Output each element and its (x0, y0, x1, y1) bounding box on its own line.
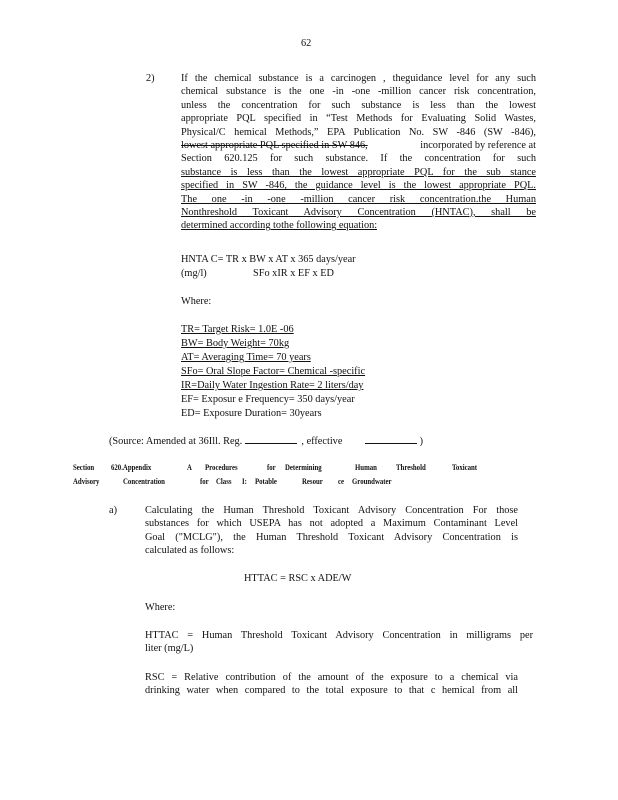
page-number: 62 (301, 38, 312, 49)
definition-line: drinking water when compared to the total exposure to that c hemical from all (145, 685, 518, 697)
rsc-definition (145, 671, 518, 698)
paragraph-text: incorporated by reference at (420, 139, 536, 151)
source-close: ) (419, 436, 423, 447)
paragraph-line: Goal ("MCLG"), the Human Threshold Toxicant Advisory Concentration is (145, 531, 518, 543)
effective-blank (365, 434, 417, 444)
definition-item: SFo= Oral Slope Factor= Chemical -specific (181, 366, 366, 377)
paragraph-line: substances for which USEPA has not adopted a Maximum Contaminant Level (145, 518, 518, 530)
definition-item: TR= Target Risk= 1.0E -06 (181, 324, 294, 335)
hntac-equation: HNTA C= TR x BW x AT x 365 days/year (181, 254, 356, 265)
heading-word: Concentration (123, 477, 165, 486)
hntac-units: (mg/l) (181, 268, 207, 279)
reg-blank (245, 434, 297, 444)
source-text: (Source: Amended at 36Ill. Reg. (109, 436, 243, 447)
paragraph-line: unless the concentration for such substance is less than the lowest (181, 99, 536, 111)
item-a-paragraph (145, 504, 518, 558)
definition-line: HTTAC = Human Threshold Toxicant Advisory Concentration in milligrams per (145, 630, 533, 641)
heading-word: Groundwater (352, 477, 392, 486)
definition-item: EF= Exposur e Frequency= 350 days/year (181, 394, 355, 405)
section-heading (73, 463, 533, 493)
heading-word: A (187, 463, 192, 472)
inserted-line: specified in SW -846, the guidance level is the lowest appropriate PQL. (181, 180, 536, 192)
definition-line: RSC = Relative contribution of the amount of the exposure to a chemical via (145, 672, 518, 683)
heading-word: Resour (302, 477, 323, 486)
paragraph-line: If the chemical substance is a carcinogen , theguidance level for any such (181, 73, 536, 84)
hntac-denominator: SFo xIR x EF x ED (253, 268, 334, 279)
heading-word: Advisory (73, 477, 100, 486)
inserted-line: Nonthreshold Toxicant Advisory Concentration (HNTAC), shall be (181, 206, 536, 218)
where-label: Where: (181, 296, 212, 307)
source-note (109, 434, 423, 448)
struck-text: lowest appropriate PQL specified in SW 846, (181, 139, 368, 151)
inserted-line: determined according tothe following equation: (181, 220, 378, 232)
definitions-list (181, 323, 365, 421)
heading-word: 620.Appendix (111, 463, 152, 472)
httac-equation: HTTAC = RSC x ADE/W (244, 573, 352, 584)
inserted-line: The one -in -one -million cancer risk concentration.the Human (181, 193, 536, 205)
paragraph-line: calculated as follows: (145, 545, 235, 557)
item-2-paragraph (181, 72, 536, 237)
definition-item: ED= Exposure Duration= 30years (181, 408, 322, 419)
inserted-line: substance is less than the lowest appropriate PQL for the sub stance (181, 166, 536, 178)
heading-word: Toxicant (452, 463, 478, 472)
definition-item: AT= Averaging Time= 70 years (181, 352, 311, 363)
heading-word: Human (355, 463, 377, 472)
heading-word: Potable (255, 477, 277, 486)
paragraph-line: Physical/C hemical Methods,” EPA Publication No. SW -846 (SW -846), (181, 126, 536, 138)
heading-word: Threshold (396, 463, 426, 472)
definition-line: liter (mg/L) (145, 643, 194, 655)
heading-word: Class (216, 477, 232, 486)
paragraph-line: appropriate PQL specified in “Test Methods for Evaluating Solid Wastes, (181, 113, 536, 125)
heading-word: I: (242, 477, 247, 486)
httac-definition (145, 629, 533, 656)
paragraph-line: Section 620.125 for such substance. If the concentration for such (181, 153, 536, 165)
source-effective: , effective (301, 436, 343, 447)
definition-item: IR=Daily Water Ingestion Rate= 2 liters/day (181, 380, 364, 391)
item-2-marker: 2) (146, 73, 155, 84)
heading-word: Section (73, 463, 95, 472)
heading-word: for (200, 477, 209, 486)
heading-word: Procedures (205, 463, 238, 472)
item-a-marker: a) (109, 505, 117, 516)
where-label: Where: (145, 602, 176, 613)
heading-word: for (267, 463, 276, 472)
paragraph-line-struck (181, 139, 536, 152)
heading-word: Determining (285, 463, 322, 472)
heading-word: ce (338, 477, 345, 486)
paragraph-line: chemical substance is the one -in -one -million cancer risk concentration, (181, 86, 536, 98)
definition-item: BW= Body Weight= 70kg (181, 338, 290, 349)
paragraph-line: Calculating the Human Threshold Toxicant Advisory Concentration For those (145, 505, 518, 516)
